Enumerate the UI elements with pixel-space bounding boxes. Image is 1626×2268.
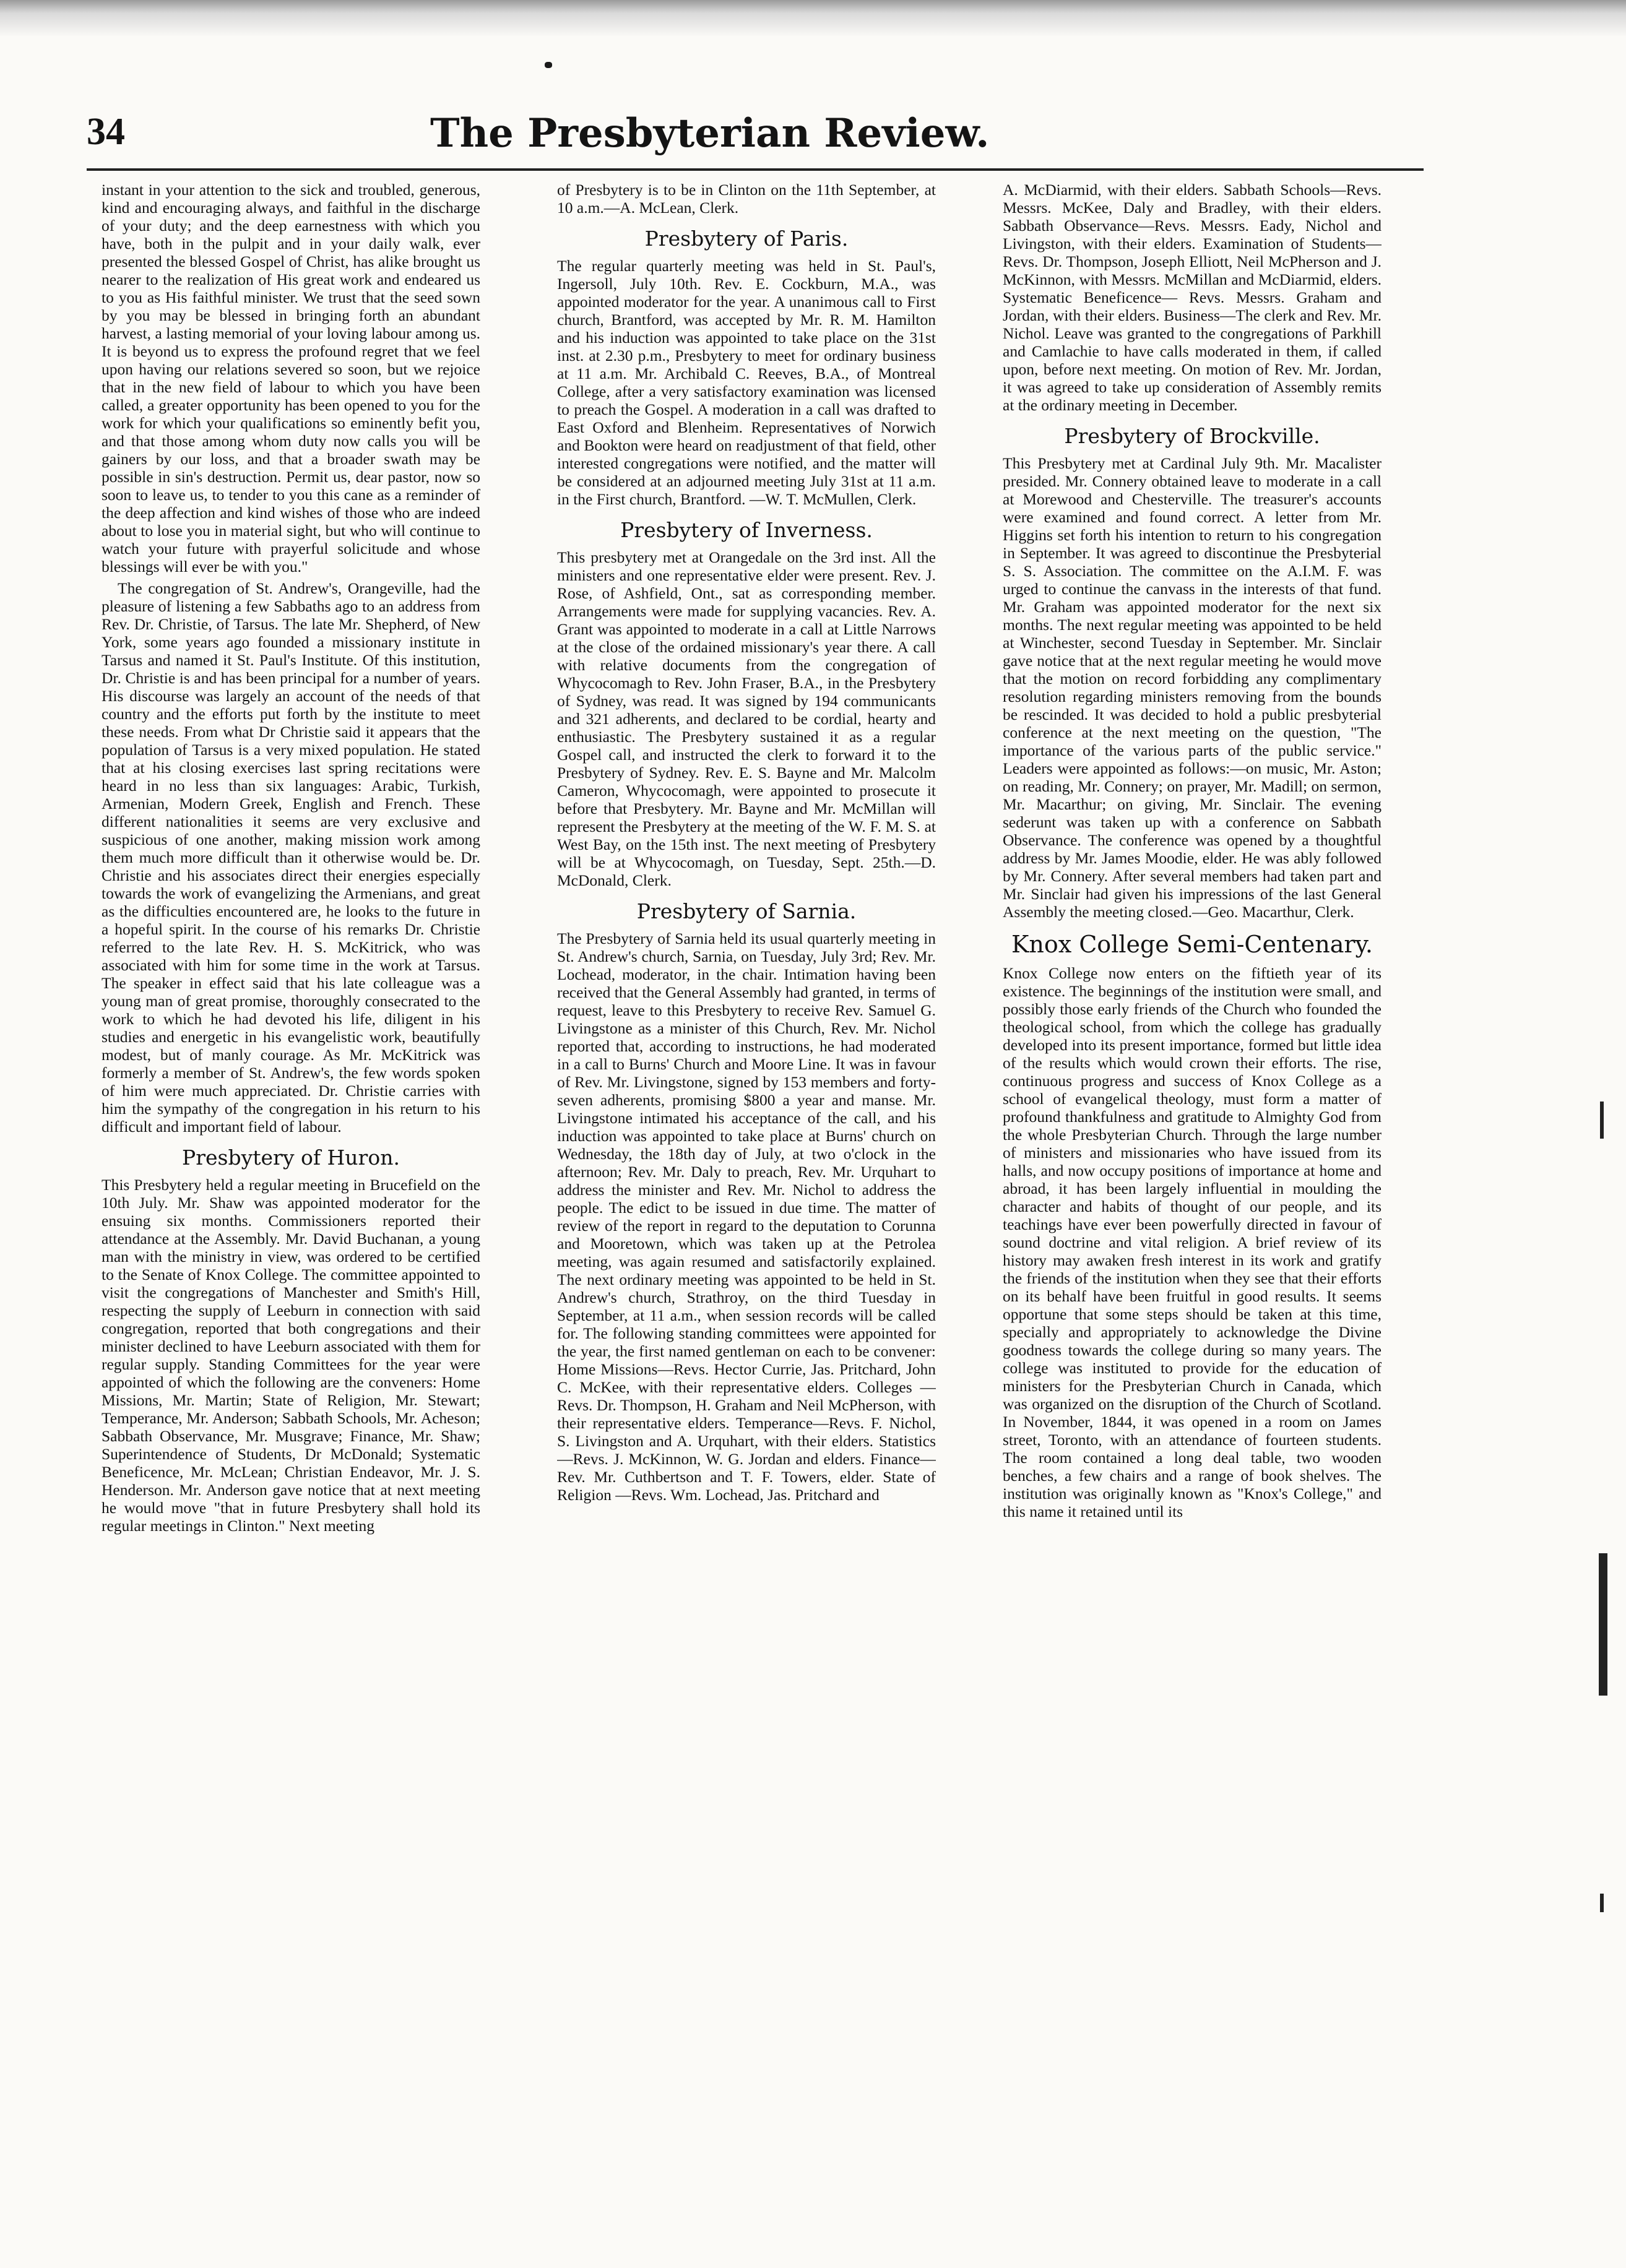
article-presbytery-of-brockville <box>1003 424 1382 921</box>
paragraph: This Presbytery held a regular meeting in Brucefield on the 10th July. Mr. Shaw was appointed moderator for the ensuing six months. Commissioners reported their attendance at the Assembly. Mr. David Buchanan, a young man with the ministry in view, was ordered to be certified to the Senate of Knox College. The committee appointed to visit the congregations of Manchester and Smith's Hill, respecting the supply of Leeburn in connection with said congregation, reported that both congregations and their minister declined to have Leeburn associated with them for regular supply. Standing Committees for the year were appointed of which the following are the conveners: Home Missions, Mr. Martin; State of Religion, Mr. Stewart; Temperance, Mr. Anderson; Sabbath Schools, Mr. Acheson; Sabbath Observance, Mr. Musgrave; Finance, Mr. Shaw; Superintendence of Students, Dr McDonald; Systematic Beneficence, Mr. McLean; Christian Endeavor, Mr. J. S. Henderson. Mr. Anderson gave notice that at next meeting he would move "that in future Presbytery shall hold its regular meetings in Clinton." Next meeting <box>102 1176 480 1535</box>
ink-blot <box>545 62 552 68</box>
paragraph: This Presbytery met at Cardinal July 9th. Mr. Macalister presided. Mr. Connery obtained leave to moderate in a call at Morewood and Chesterville. The treasurer's accounts were examined and found correct. A letter from Mr. Higgins set forth his intention to return to his congregation in September. It was agreed to discontinue the Presbyterial S. S. Association. The committee on the A.I.M. F. was urged to continue the canvass in the interests of that fund. Mr. Graham was appointed moderator for the next six months. The next regular meeting was appointed to be held at Winchester, second Tuesday in September. Mr. Sinclair gave notice that at the next regular meeting he would move that the motion on record forbidding any complimentary resolution regarding ministers removing from the bounds be rescinded. It was decided to hold a public presbyterial conference at the next meeting on the question, "The importance of the various parts of the public service." Leaders were appointed as follows:—on music, Mr. Aston; on reading, Mr. Connery; on prayer, Mr. Madill; on sermon, Mr. Macarthur; on giving, Mr. Sinclair. The evening sederunt was taken up with a conference on Sabbath Observance. The conference was opened by a thoughtful address by Mr. James Moodie, elder. He was ably followed by Mr. Connery. After several members had taken part and Mr. Sinclair had given his impressions of the last General Assembly the meeting closed.—Geo. Macarthur, Clerk. <box>1003 454 1382 921</box>
article-sarnia-continued <box>1003 181 1382 414</box>
scan-top-edge <box>0 0 1626 37</box>
article-heading: Presbytery of Paris. <box>644 226 849 251</box>
journal-title: The Presbyterian Review. <box>430 110 990 157</box>
article-knox-college-semi-centenary <box>1003 931 1382 1520</box>
article-continued-address <box>102 181 480 1136</box>
column-1 <box>102 181 480 2235</box>
paragraph: of Presbytery is to be in Clinton on the 11th September, at 10 a.m.—A. McLean, Clerk. <box>557 181 936 217</box>
scan-edge-mark <box>1600 1102 1604 1139</box>
paragraph: The Presbytery of Sarnia held its usual quarterly meeting in St. Andrew's church, Sarnia, on Tuesday, July 3rd; Rev. Mr. Lochead, moderator, in the chair. Intimation having been received that the General Assembly had granted, in terms of request, leave to this Presbytery to receive Rev. Samuel G. Livingstone as a minister of this Church, Rev. Mr. Nichol reported that, according to instructions, he had moderated in a call to Burns' Church and Moore Line. It was in favour of Rev. Mr. Livingstone, signed by 153 members and forty-seven adherents, promising $800 a year and manse. Mr. Livingstone intimated his acceptance of the call, and his induction was appointed to take place at Burns' church on Wednesday, the 18th day of July, at two o'clock in the afternoon; Rev. Mr. Daly to preach, Rev. Mr. Urquhart to address the minister and Rev. Mr. Nichol to address the people. The edict to be issued in due time. The matter of review of the report in regard to the deputation to Corunna and Mooretown, which was taken up at the Petrolea meeting, was again resumed and satisfactorily explained. The next ordinary meeting was appointed to be held in St. Andrew's church, Strathroy, on the third Tuesday in September, at 11 a.m., when session records will be called for. The following standing committees were appointed for the year, the first named gentleman on each to be convener: Home Missions—Revs. Hector Currie, Jas. Pritchard, John C. McKee, with their representative elders. Colleges — Revs. Dr. Thompson, H. Graham and Neil McPherson, with their representative elders. Temperance—Revs. F. Nichol, S. Livingston and A. Urquhart, with their elders. Statistics —Revs. J. McKinnon, W. G. Jordan and elders. Finance—Rev. Mr. Cuthbertson and T. F. Towers, elder. State of Religion —Revs. Wm. Lochead, Jas. Pritchard and <box>557 929 936 1504</box>
article-heading: Presbytery of Inverness. <box>620 518 873 542</box>
article-heading: Presbytery of Huron. <box>182 1145 400 1170</box>
article-presbytery-of-sarnia <box>557 899 936 1504</box>
paragraph: instant in your attention to the sick and troubled, generous, kind and encouraging always, and faithful in the discharge of your duty; and the deep earnestness with which you have, both in the pulpit and in your daily walk, ever presented the blessed Gospel of Christ, has alike brought us nearer to the realization of His great work and endeared us to you as His faithful minister. We trust that the seed sown by you may be blessed in bringing forth an abundant harvest, a lasting memorial of your loving labour among us. It is beyond us to express the profound regret that we feel upon having our relations severed so soon, but we rejoice that in the new field of labour to which you have been called, a greater opportunity has been opened to you for the work for which your qualifications so eminently befit you, and that those among whom duty now calls you will be gainers by our loss, and that a broader swath may be possible in sin's destruction. Permit us, dear pastor, now so soon to leave us, to tender to you this cane as a reminder of the deep affection and kind wishes of those who are indeed about to lose you in material sight, but who will continue to watch your future with prayerful solicitude and whose blessings will ever be with you." <box>102 181 480 576</box>
scan-edge-mark <box>1599 1553 1607 1696</box>
paragraph: This presbytery met at Orangedale on the 3rd inst. All the ministers and one representative elder were present. Rev. J. Rose, of Ashfield, Ont., sat as corresponding member. Arrangements were made for supplying vacancies. Rev. A. Grant was appointed to moderate in a call at Little Narrows at the close of the ordained missionary's year there. A call with relative documents from the congregation of Whycocomagh to Rev. John Fraser, B.A., in the Presbytery of Sydney, was read. It was signed by 194 communicants and 321 adherents, and declared to be cordial, hearty and enthusiastic. The Presbytery sustained it as a regular Gospel call, and instructed the clerk to forward it to the Presbytery of Sydney. Rev. E. S. Bayne and Mr. Malcolm Cameron, Whycocomagh, were appointed to prosecute it before that Presbytery. Mr. Bayne and Mr. McMillan will represent the Presbytery at the meeting of the W. F. M. S. at West Bay, on the 15th inst. The next meeting of Presbytery will be at Whycocomagh, on Tuesday, Sept. 25th.—D. McDonald, Clerk. <box>557 548 936 889</box>
article-presbytery-of-huron <box>102 1145 480 1535</box>
article-heading: Knox College Semi-Centenary. <box>1011 931 1373 958</box>
scan-edge-mark <box>1600 1894 1604 1912</box>
column-2 <box>557 181 936 2235</box>
article-presbytery-of-paris <box>557 226 936 508</box>
paragraph: The congregation of St. Andrew's, Orangeville, had the pleasure of listening a few Sabbaths ago to an address from Rev. Dr. Christie, of Tarsus. The late Mr. Shepherd, of New York, some years ago founded a missionary institute in Tarsus and named it St. Paul's Institute. Of this institution, Dr. Christie is and has been principal for a number of years. His discourse was largely an account of the needs of that country and the efforts put forth by the institute to meet these needs. From what Dr Christie said it appears that the population of Tarsus is a very mixed population. He stated that at his closing exercises last spring recitations were heard in no less than six languages: Arabic, Turkish, Armenian, Modern Greek, English and French. These different nationalities it seems are very exclusive and suspicious of one another, making mission work among them much more difficult than it otherwise would be. Dr. Christie and his associates direct their energies especially towards the work of evangelizing the Armenians, and great as the difficulties encountered are, he looks to the future in a hopeful spirit. In the course of his remarks Dr. Christie referred to the late Rev. H. S. McKitrick, who was associated with him for some time in the work at Tarsus. The speaker in effect said that his late colleague was a young man of great promise, thoroughly consecrated to the work to which he had devoted his life, diligent in his studies and energetic in his evangelistic work, beautifully modest, but of manly courage. As Mr. McKitrick was formerly a member of St. Andrew's, the few words spoken of him were much appreciated. Dr. Christie carries with him the sympathy of the congregation in his return to his difficult and important field of labour. <box>102 579 480 1136</box>
column-3 <box>1003 181 1382 2235</box>
article-heading: Presbytery of Sarnia. <box>636 899 857 923</box>
article-heading: Presbytery of Brockville. <box>1064 424 1320 448</box>
article-presbytery-of-inverness <box>557 518 936 889</box>
article-huron-continued <box>557 181 936 217</box>
paragraph: The regular quarterly meeting was held in St. Paul's, Ingersoll, July 10th. Rev. E. Cockburn, M.A., was appointed moderator for the year. A unanimous call to First church, Brantford, was accepted by Mr. R. M. Hamilton and his induction was appointed to take place on the 31st inst. at 2.30 p.m., Presbytery to meet for ordinary business at 11 a.m. Mr. Archibald C. Reeves, B.A., of Montreal College, after a very satisfactory examination was licensed to preach the Gospel. A moderation in a call was drafted to East Oxford and Blenheim. Representatives of Norwich and Bookton were heard on readjustment of that field, other interested congregations were notified, and the matter will be considered at an adjourned meeting July 31st at 11 a.m. in the First church, Brantford. —W. T. McMullen, Clerk. <box>557 257 936 508</box>
page-header <box>87 110 1424 166</box>
header-rule <box>87 168 1424 171</box>
paragraph: A. McDiarmid, with their elders. Sabbath Schools—Revs. Messrs. McKee, Daly and Bradley, with their elders. Sabbath Observance—Revs. Messrs. Eady, Nichol and Livingston, with their elders. Examination of Students—Revs. Dr. Thompson, Joseph Elliott, Neil McPherson and J. McKinnon, with Messrs. McMillan and McDiarmid, elders. Systematic Beneficence— Revs. Messrs. Graham and Jordan, with their elders. Business—The clerk and Rev. Mr. Nichol. Leave was granted to the congregations of Parkhill and Camlachie to have calls moderated in them, if called upon, before next meeting. On motion of Rev. Mr. Jordan, it was agreed to take up consideration of Assembly remits at the ordinary meeting in December. <box>1003 181 1382 414</box>
paragraph: Knox College now enters on the fiftieth year of its existence. The beginnings of the institution were small, and possibly those early friends of the Church who founded the theological school, from which the college has gradually developed into its present importance, formed but little idea of the results which would crown their efforts. The rise, continuous progress and success of Knox College as a school of evangelical theology, must form a matter of profound thankfulness and gratitude to Almighty God from the whole Presbyterian Church. Through the large number of ministers and missionaries who have issued from its halls, and now occupy positions of importance at home and abroad, it has been largely influential in moulding the character and habits of thought of our people, and its teachings have ever been powerfully directed in favour of sound doctrine and vital religion. A brief review of its history may awaken fresh interest in its work and gratify the friends of the institution when they see that their efforts on its behalf have been fruitful in good results. It seems opportune that some steps should be taken at this time, specially and appropriately to acknowledge the Divine goodness towards the college during so many years. The college was instituted to provide for the education of ministers for the Presbyterian Church in Canada, which was organized on the disruption of the Church of Scotland. In November, 1844, it was opened in a room on James street, Toronto, with an attendance of fourteen students. The room contained a long deal table, two wooden benches, a few chairs and a range of book shelves. The institution was originally known as "Knox's College," and this name it retained until its <box>1003 964 1382 1520</box>
page-number: 34 <box>87 111 125 153</box>
